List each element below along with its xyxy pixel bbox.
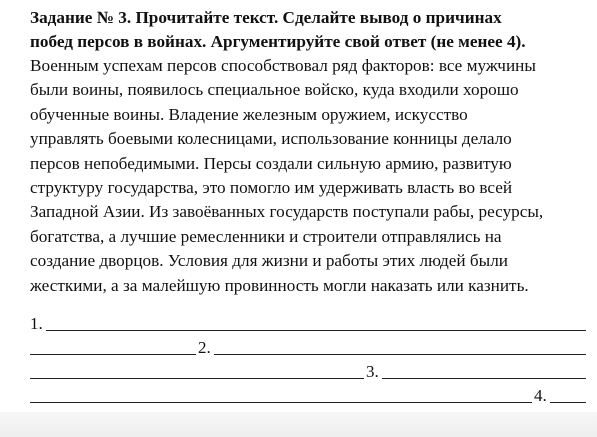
answer-blank-3[interactable] — [382, 378, 586, 379]
text-line: обученные воины. Владение железным оружием, искусство — [30, 104, 468, 124]
answer-row — [30, 336, 586, 358]
answer-lines — [30, 312, 586, 408]
text-line: Военным успехам персов способствовал ряд факторов: все мужчины — [30, 56, 536, 75]
text-line: были воины, появилось специальное войско, куда входили хорошо — [30, 80, 519, 100]
answer-blank-4[interactable] — [550, 402, 586, 403]
answer-blank-2-continued[interactable] — [30, 378, 364, 379]
answer-blank-1[interactable] — [46, 330, 586, 331]
answer-number-3: 3. — [366, 362, 379, 381]
answer-blank-2[interactable] — [214, 354, 586, 355]
text-line: создание дворцов. Условия для жизни и работы этих людей были — [30, 251, 508, 271]
answer-row — [30, 360, 586, 382]
answer-number-2: 2. — [198, 338, 211, 357]
answer-number-4: 4. — [534, 386, 547, 405]
text-line: богатства, а лучшие ремесленники и строители отправлялись на — [30, 226, 502, 246]
page-bottom-edge — [0, 412, 597, 437]
text-line: Западной Азии. Из завоёванных государств поступали рабы, ресурсы, — [30, 202, 544, 222]
task-title-line: Задание № 3. Прочитайте текст. Сделайте вывод о причинах — [30, 8, 502, 27]
text-line: персов непобедимыми. Персы создали сильную армию, развитую — [30, 153, 512, 173]
text-line: структуру государства, это помогло им удерживать власть во всей — [30, 178, 513, 198]
answer-number-1: 1. — [30, 314, 43, 333]
text-line: управлять боевыми колесницами, использование конницы делало — [30, 129, 512, 149]
answer-row — [30, 384, 586, 406]
answer-blank-1-continued[interactable] — [30, 354, 196, 355]
answer-blank-3-continued[interactable] — [30, 402, 532, 403]
task-title-line: побед персов в войнах. Аргументируйте свой ответ (не менее 4). — [30, 32, 526, 51]
task-sheet — [30, 6, 590, 298]
answer-row — [30, 312, 586, 334]
text-line: жесткими, а за малейшую провинность могли наказать или казнить. — [30, 275, 529, 295]
